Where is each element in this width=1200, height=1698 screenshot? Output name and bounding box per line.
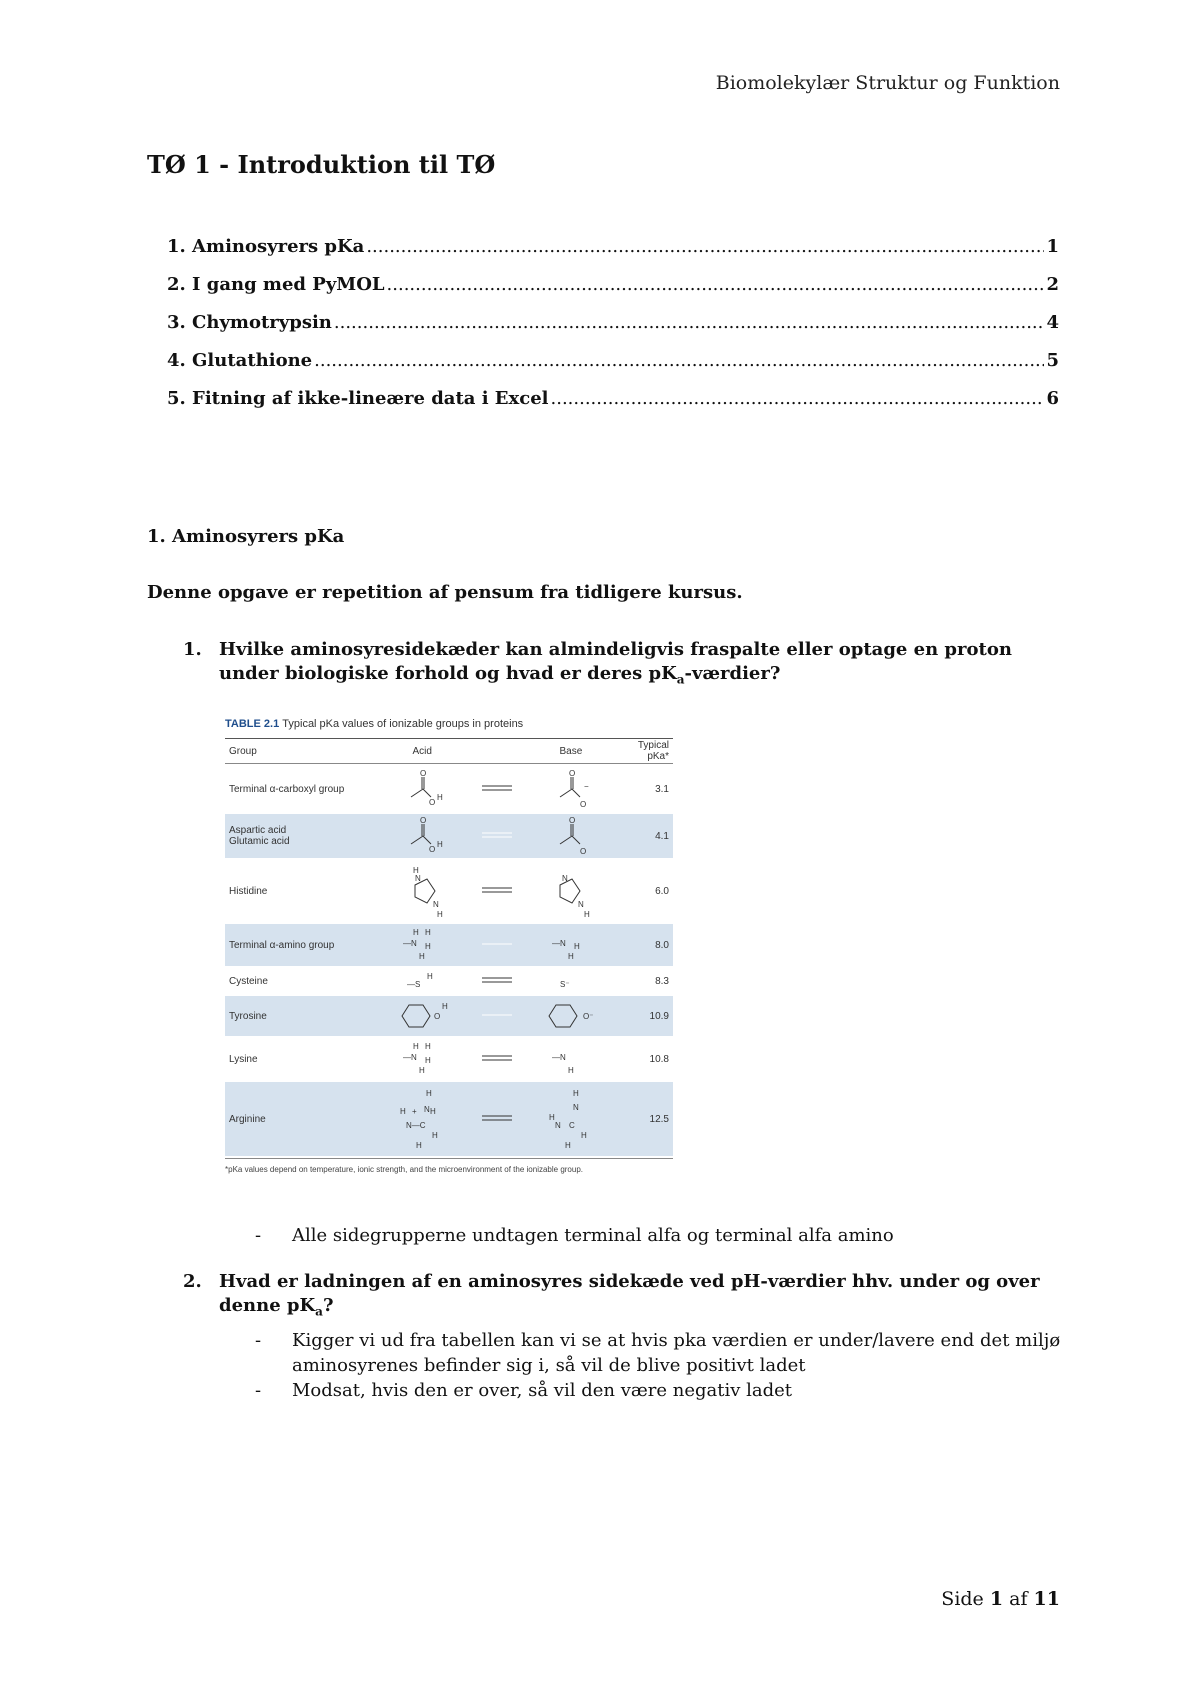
running-header: Biomolekylær Struktur og Funktion <box>715 72 1060 94</box>
svg-text:O: O <box>420 816 427 825</box>
molecule-icon <box>397 816 447 856</box>
svg-text:H: H <box>437 840 444 849</box>
acid-structure <box>378 969 467 993</box>
svg-text:N: N <box>577 900 584 909</box>
svg-text:H: H <box>437 793 444 802</box>
svg-text:O: O <box>579 800 587 809</box>
base-structure <box>526 1086 615 1152</box>
svg-text:O: O <box>568 816 576 825</box>
table-row <box>225 1082 673 1156</box>
equilibrium-arrow-icon <box>467 1113 526 1126</box>
molecule-icon <box>546 769 596 809</box>
section-heading: 1. Aminosyrers pKa <box>147 526 345 547</box>
table-row <box>225 996 673 1036</box>
svg-text:H: H <box>432 1131 439 1140</box>
pka-value: 10.8 <box>649 1053 669 1065</box>
toc-entry-label: 2. I gang med PyMOL <box>167 274 385 295</box>
table-header-row <box>225 738 673 764</box>
question-text-end: -værdier? <box>684 663 781 684</box>
svg-text:N: N <box>415 874 422 883</box>
base-structure <box>526 769 615 809</box>
toc-entry[interactable] <box>167 274 1059 312</box>
svg-text:H: H <box>442 1002 449 1011</box>
svg-text:H: H <box>413 1042 420 1051</box>
molecule-icon <box>546 926 596 964</box>
molecule-icon <box>392 999 452 1033</box>
svg-text:+: + <box>412 1107 417 1116</box>
table-of-contents <box>167 236 1059 426</box>
svg-text:H: H <box>425 1056 432 1065</box>
svg-text:H: H <box>567 952 574 961</box>
toc-entry[interactable] <box>167 388 1059 426</box>
acid-structure <box>378 999 467 1033</box>
svg-text:H: H <box>413 866 420 875</box>
question-1 <box>147 638 1077 692</box>
pka-value: 3.1 <box>655 783 669 795</box>
svg-text:H: H <box>425 942 432 951</box>
question-text-main: Hvilke aminosyresidekæder kan almindeligvis fraspalte eller optage en proton under biologiske forhold og hvad er deres pK <box>219 639 1012 684</box>
svg-text:H: H <box>416 1141 423 1150</box>
svg-text:H: H <box>564 1141 571 1150</box>
subscript: a <box>676 672 685 687</box>
bullet-dash: - <box>255 1329 262 1351</box>
answer-text: Modsat, hvis den er over, så vil den være negativ ladet <box>292 1379 793 1401</box>
toc-entry-label: 4. Glutathione <box>167 350 313 371</box>
answer-item <box>255 1328 1077 1378</box>
row-group-name: Terminal α-carboxyl group <box>229 783 345 795</box>
table-footnote: *pKa values depend on temperature, ionic strength, and the microenvironment of the ionizable group. <box>225 1158 673 1174</box>
question-text-end: ? <box>322 1295 334 1316</box>
svg-text:H: H <box>580 1131 587 1140</box>
table-row <box>225 858 673 924</box>
question-text-main: Hvad er ladningen af en aminosyres sidekæde ved pH-værdier hhv. under og over denne pK <box>219 1271 1040 1316</box>
molecule-icon <box>546 861 596 921</box>
question-number: 1. <box>183 639 202 660</box>
equilibrium-arrow-icon <box>467 975 526 988</box>
section-intro: Denne opgave er repetition af pensum fra tidligere kursus. <box>147 582 743 603</box>
table-row <box>225 764 673 814</box>
molecule-icon <box>397 769 447 809</box>
answer-item <box>255 1378 1077 1403</box>
toc-entry[interactable] <box>167 312 1059 350</box>
table-row <box>225 1036 673 1082</box>
toc-leader <box>387 274 1045 295</box>
page-footer <box>941 1588 1060 1610</box>
acid-structure <box>378 769 467 809</box>
svg-text:—S: —S <box>407 980 421 989</box>
footer-prefix: Side <box>941 1588 984 1610</box>
equilibrium-arrow-icon <box>467 1010 526 1023</box>
svg-text:N: N <box>572 1103 579 1112</box>
pka-table-figure <box>225 718 673 1182</box>
toc-entry[interactable] <box>167 350 1059 388</box>
svg-text:−: − <box>583 782 589 791</box>
toc-entry-page: 2 <box>1046 274 1059 295</box>
svg-text:O: O <box>579 847 587 856</box>
col-group: Group <box>229 745 257 757</box>
equilibrium-arrow-icon <box>467 830 526 843</box>
svg-text:N: N <box>433 900 440 909</box>
molecule-icon <box>397 861 447 921</box>
svg-text:H: H <box>437 910 444 919</box>
toc-leader <box>366 236 1044 257</box>
toc-entry-label: 5. Fitning af ikke-lineære data i Excel <box>167 388 549 409</box>
toc-leader <box>314 350 1044 371</box>
svg-text:H: H <box>548 1113 555 1122</box>
figure-caption: Typical pKa values of ionizable groups in proteins <box>282 718 524 730</box>
svg-text:H: H <box>426 1089 433 1098</box>
pka-value: 6.0 <box>655 885 669 897</box>
base-structure <box>526 1040 615 1078</box>
svg-text:H: H <box>572 1089 579 1098</box>
question-text <box>219 638 1077 692</box>
molecule-icon <box>397 926 447 964</box>
svg-text:S⁻: S⁻ <box>559 980 570 989</box>
base-structure <box>526 861 615 921</box>
svg-text:H: H <box>427 972 434 981</box>
molecule-icon <box>392 1086 452 1152</box>
current-page-number: 1 <box>989 1588 1004 1610</box>
svg-text:—N: —N <box>551 1053 566 1062</box>
toc-entry[interactable] <box>167 236 1059 274</box>
row-group-name: Cysteine <box>229 975 268 987</box>
svg-text:H: H <box>430 1107 437 1116</box>
figure-label: TABLE 2.1 <box>225 718 280 730</box>
row-group-name: Terminal α-amino group <box>229 939 335 951</box>
svg-text:O⁻: O⁻ <box>582 1012 594 1021</box>
toc-entry-page: 6 <box>1046 388 1059 409</box>
svg-text:—N: —N <box>403 939 418 948</box>
bullet-dash: - <box>255 1225 262 1246</box>
base-structure <box>526 816 615 856</box>
molecule-icon <box>546 969 596 993</box>
col-base: Base <box>559 745 583 757</box>
svg-text:H: H <box>567 1066 574 1075</box>
svg-text:H: H <box>425 928 432 937</box>
subscript: a <box>315 1304 323 1319</box>
molecule-icon <box>541 1086 601 1152</box>
row-group-name: Arginine <box>229 1113 266 1125</box>
footer-of: af <box>1009 1588 1028 1610</box>
toc-entry-page: 5 <box>1046 350 1059 371</box>
answer-text: Kigger vi ud fra tabellen kan vi se at hvis pka værdien er under/lavere end det miljø aminosyrenes befinder sig i, så vil de blive positivt ladet <box>292 1329 1061 1376</box>
equilibrium-arrow-icon <box>467 885 526 898</box>
svg-text:H: H <box>419 952 426 961</box>
acid-structure <box>378 926 467 964</box>
figure-title <box>225 718 673 734</box>
molecule-icon <box>397 1040 447 1078</box>
acid-structure <box>378 1040 467 1078</box>
acid-structure <box>378 861 467 921</box>
svg-text:O: O <box>429 798 436 807</box>
svg-text:H: H <box>583 910 590 919</box>
molecule-icon <box>546 816 596 856</box>
table-row <box>225 814 673 858</box>
row-group-name: Aspartic acid Glutamic acid <box>229 825 290 847</box>
equilibrium-arrow-icon <box>467 783 526 796</box>
base-structure <box>526 999 615 1033</box>
svg-text:N: N <box>561 874 568 883</box>
question-2 <box>147 1270 1077 1403</box>
svg-text:—N: —N <box>403 1053 418 1062</box>
answer-1 <box>255 1224 1115 1248</box>
base-structure <box>526 926 615 964</box>
pka-value: 4.1 <box>655 830 669 842</box>
row-group-name: Tyrosine <box>229 1010 267 1022</box>
acid-structure <box>378 1086 467 1152</box>
molecule-icon <box>541 999 601 1033</box>
toc-entry-label: 3. Chymotrypsin <box>167 312 332 333</box>
answer-text: Alle sidegrupperne undtagen terminal alfa og terminal alfa amino <box>292 1225 894 1246</box>
row-group-name: Histidine <box>229 885 268 897</box>
svg-text:N: N <box>554 1121 561 1130</box>
svg-text:C: C <box>568 1121 575 1130</box>
col-acid: Acid <box>412 745 432 757</box>
svg-text:—N: —N <box>551 939 566 948</box>
question-text <box>219 1270 1077 1324</box>
svg-text:H: H <box>413 928 420 937</box>
acid-structure <box>378 816 467 856</box>
svg-text:H: H <box>425 1042 432 1051</box>
page-title: TØ 1 - Introduktion til TØ <box>147 150 496 179</box>
answer-2-list <box>255 1328 1077 1403</box>
toc-leader <box>551 388 1045 409</box>
row-group-name: Lysine <box>229 1053 258 1065</box>
svg-text:N—C: N—C <box>406 1121 426 1130</box>
pka-value: 8.3 <box>655 975 669 987</box>
question-number: 2. <box>183 1271 202 1292</box>
molecule-icon <box>397 969 447 993</box>
svg-text:O: O <box>429 845 436 854</box>
toc-entry-label: 1. Aminosyrers pKa <box>167 236 365 257</box>
molecule-icon <box>546 1040 596 1078</box>
bullet-dash: - <box>255 1379 262 1401</box>
base-structure <box>526 969 615 993</box>
pka-value: 10.9 <box>649 1010 669 1022</box>
svg-text:H: H <box>400 1107 407 1116</box>
col-pka: Typical pKa* <box>637 740 669 762</box>
toc-entry-page: 4 <box>1046 312 1059 333</box>
toc-entry-page: 1 <box>1046 236 1059 257</box>
svg-text:O: O <box>434 1012 441 1021</box>
svg-text:O: O <box>568 769 576 778</box>
svg-text:O: O <box>420 769 427 778</box>
equilibrium-arrow-icon <box>467 939 526 952</box>
table-row <box>225 966 673 996</box>
svg-text:H: H <box>419 1066 426 1075</box>
svg-text:H: H <box>573 942 580 951</box>
pka-value: 12.5 <box>649 1113 669 1125</box>
svg-text:N: N <box>424 1105 431 1114</box>
total-page-count: 11 <box>1033 1588 1060 1610</box>
toc-leader <box>334 312 1045 333</box>
equilibrium-arrow-icon <box>467 1053 526 1066</box>
pka-value: 8.0 <box>655 939 669 951</box>
table-row <box>225 924 673 966</box>
